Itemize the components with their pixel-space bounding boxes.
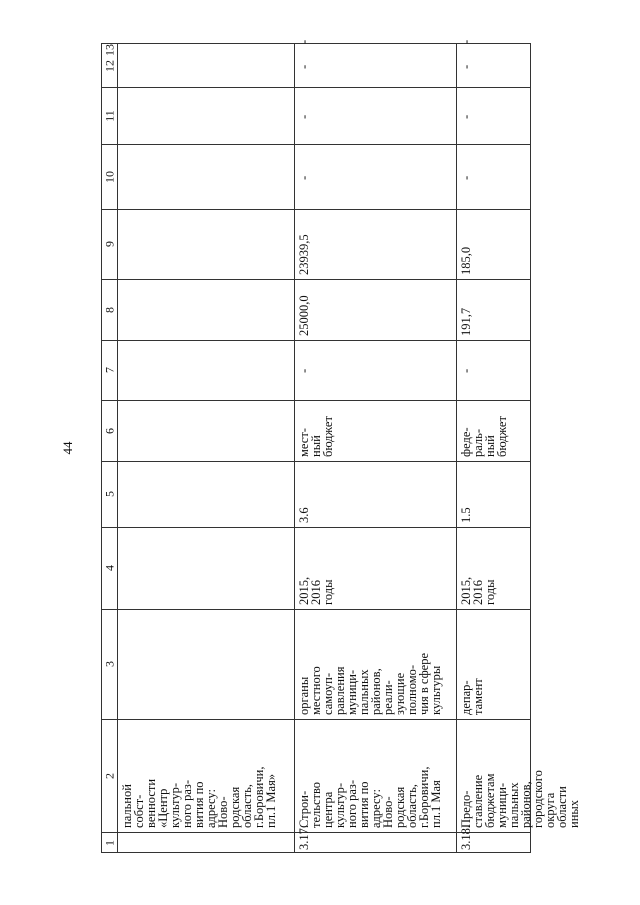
column-number: 12 bbox=[102, 59, 117, 72]
table-cell: - bbox=[297, 64, 311, 69]
table-cell: пальной собст- венности «Центр культур- ного раз- вития по адресу: Ново- родская область, г.Боровичи, пл.1 Мая» bbox=[120, 766, 278, 828]
budget-table bbox=[101, 39, 581, 853]
column-number: 4 bbox=[102, 565, 117, 571]
column-number: 8 bbox=[102, 306, 117, 313]
column-number: 6 bbox=[102, 427, 117, 434]
row-divider bbox=[102, 527, 530, 528]
table-cell: 23939,5 bbox=[297, 234, 311, 275]
column-number: 9 bbox=[102, 241, 117, 247]
row-divider bbox=[102, 400, 530, 401]
table-cell: депар- тамент bbox=[459, 678, 485, 715]
row-divider bbox=[102, 340, 530, 341]
row-divider bbox=[102, 87, 530, 88]
table-cell: 3.18. bbox=[459, 825, 473, 850]
table-cell: 191,7 bbox=[459, 307, 473, 336]
table-cell: 2015, 2016 годы bbox=[297, 576, 335, 605]
table-cell: 25000,0 bbox=[297, 295, 311, 336]
table-cell: мест- ный бюджет bbox=[297, 416, 335, 457]
row-divider bbox=[102, 461, 530, 462]
row-divider bbox=[102, 609, 530, 610]
column-divider bbox=[456, 44, 457, 852]
table-cell: 3.6 bbox=[297, 507, 311, 523]
row-divider bbox=[102, 209, 530, 210]
table-cell: 2015, 2016 годы bbox=[459, 576, 497, 605]
column-divider bbox=[294, 44, 295, 852]
column-number: 3 bbox=[102, 661, 117, 667]
table-cell: Строи- тельство центра культур- ного раз- вития по адресу: Ново- родская область, г.Боровичи, пл.1 Мая bbox=[297, 766, 443, 828]
table-cell: - bbox=[459, 39, 473, 44]
column-number: 13 bbox=[102, 44, 117, 56]
table-cell: 1.5 bbox=[459, 507, 473, 523]
row-divider bbox=[102, 144, 530, 145]
page-number: 44 bbox=[60, 441, 75, 455]
table-cell: - bbox=[297, 368, 311, 373]
row-divider bbox=[102, 719, 530, 720]
table-cell: 185,0 bbox=[459, 246, 473, 275]
table-cell: - bbox=[459, 64, 473, 69]
column-number: 2 bbox=[102, 772, 117, 779]
table-cell: - bbox=[459, 114, 473, 119]
row-divider bbox=[102, 279, 530, 280]
column-number: 10 bbox=[102, 170, 117, 183]
column-number: 11 bbox=[102, 109, 117, 122]
table-cell: - bbox=[459, 175, 473, 180]
table-cell: 3.17. bbox=[297, 825, 311, 850]
table-cell: - bbox=[297, 39, 311, 44]
column-number: 7 bbox=[102, 367, 117, 373]
table-cell: органы местного самоуп- равления муници- пальных районов, реали- зующие полномо- чия в сфере культуры bbox=[297, 652, 443, 715]
table-cell: - bbox=[297, 175, 311, 180]
table-cell: - bbox=[459, 368, 473, 373]
column-number: 5 bbox=[102, 491, 117, 497]
table-cell: - bbox=[297, 114, 311, 119]
table-cell: Предо- ставление бюджетам муници- пальных районов, городского округа области иных bbox=[459, 770, 581, 828]
table-cell: феде- раль- ный бюджет bbox=[459, 416, 509, 457]
column-divider bbox=[117, 44, 118, 852]
column-number: 1 bbox=[102, 840, 117, 846]
